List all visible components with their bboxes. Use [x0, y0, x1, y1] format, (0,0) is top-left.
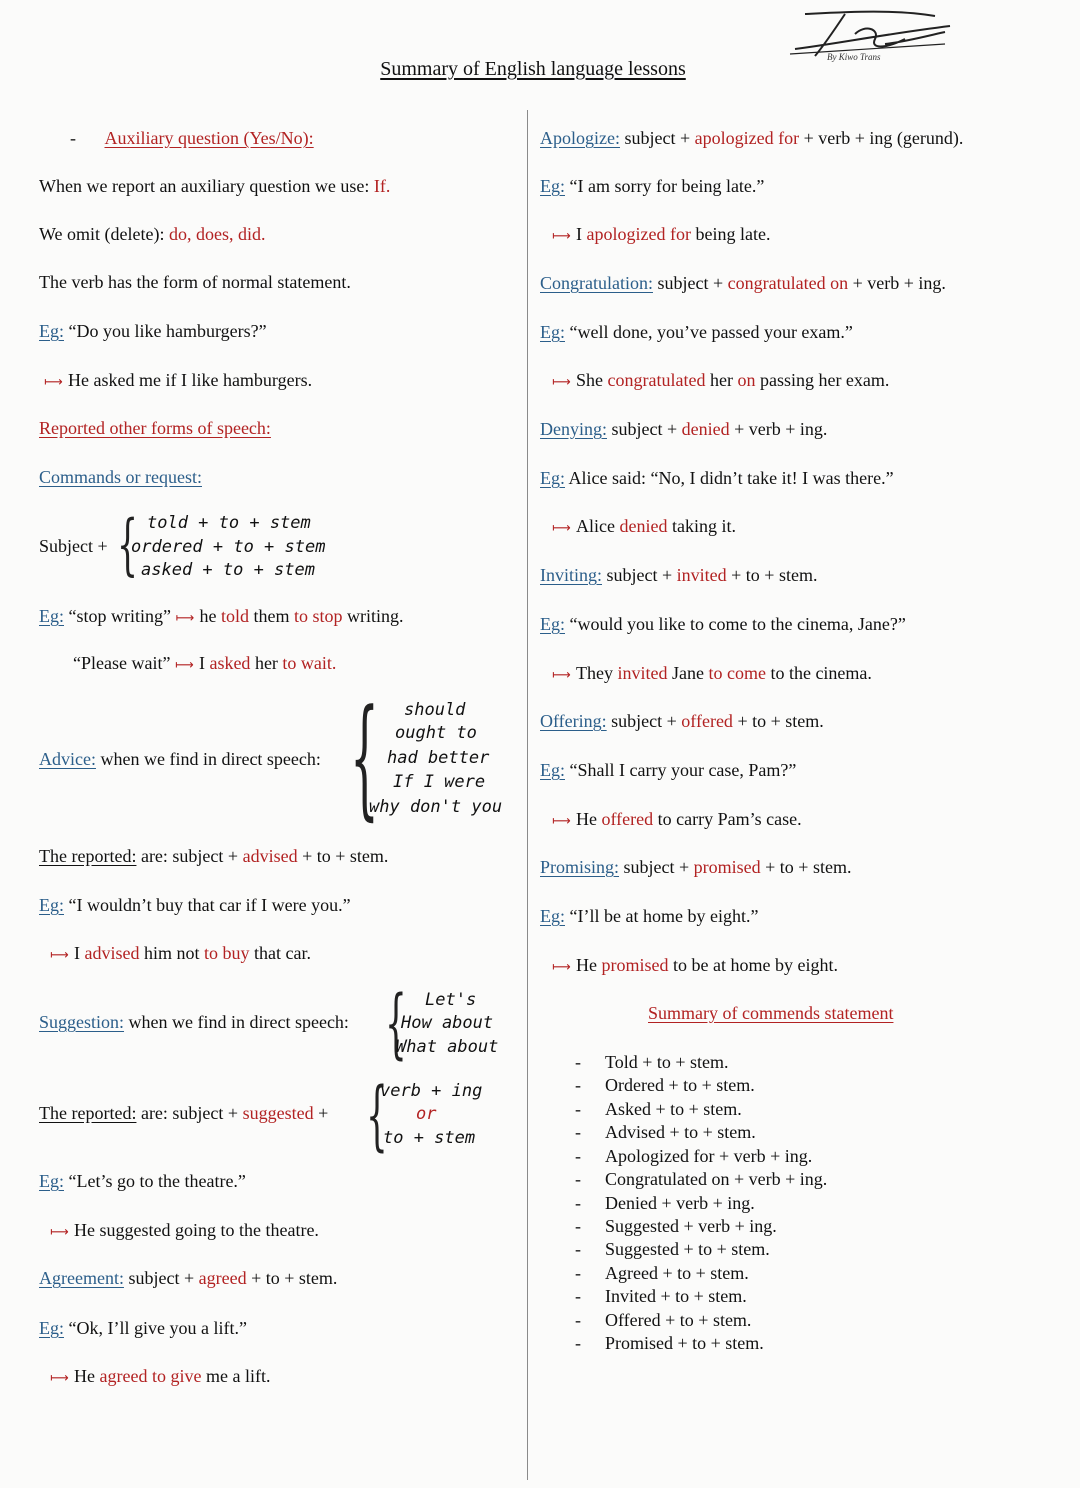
advice-option-5: why don't you	[369, 797, 503, 817]
arrow-icon: ⟼	[552, 668, 571, 683]
apologize-row: Apologize: subject + apologized for + verb + ing (gerund).	[540, 128, 964, 148]
offering-example: Eg: “Shall I carry your case, Pam?”	[540, 760, 797, 780]
list-item: - Congratulated on + verb + ing.	[575, 1169, 828, 1189]
aux-example: Eg: “Do you like hamburgers?”	[39, 321, 267, 341]
reported-other-heading: Reported other forms of speech:	[39, 418, 271, 438]
inviting-example: Eg: “would you like to come to the cinema, Jane?”	[540, 614, 906, 634]
aux-line-1: When we report an auxiliary question we use: If.	[39, 176, 391, 196]
list-item: - Promised + to + stem.	[575, 1333, 764, 1353]
promising-example: Eg: “I’ll be at home by eight.”	[540, 906, 759, 926]
list-item: - Offered + to + stem.	[575, 1310, 752, 1330]
suggestion-reported: The reported: are: subject + suggested +	[39, 1103, 329, 1123]
denying-result: ⟼ Alice denied taking it.	[552, 516, 736, 536]
cmd-option-told: told + to + stem	[147, 513, 311, 533]
list-item: - Denied + verb + ing.	[575, 1193, 755, 1213]
suggestion-option-2: How about	[401, 1013, 494, 1033]
arrow-icon: ⟼	[552, 814, 571, 829]
suggestion-reported-brace: {	[366, 1070, 388, 1159]
signature-initials: By Kiwo Trans	[827, 52, 881, 62]
advice-brace: {	[350, 681, 379, 833]
agreement-row: Agreement: subject + agreed + to + stem.	[39, 1268, 338, 1288]
list-item: - Ordered + to + stem.	[575, 1075, 755, 1095]
inviting-result: ⟼ They invited Jane to come to the cinema.	[552, 663, 872, 683]
promising-row: Promising: subject + promised + to + stem.	[540, 857, 852, 877]
arrow-icon: ⟼	[552, 229, 571, 244]
commands-heading: Commands or request:	[39, 467, 202, 487]
suggestion-brace: {	[385, 978, 407, 1067]
cmd-example-1: Eg: “stop writing” ⟼ he told them to stop writing.	[39, 606, 404, 626]
arrow-icon: ⟼	[50, 1225, 69, 1240]
advice-option-3: had better	[387, 748, 490, 768]
suggestion-option-1: Let's	[425, 990, 477, 1010]
denying-example: Eg: Alice said: “No, I didn’t take it! I was there.”	[540, 468, 894, 488]
congratulation-result: ⟼ She congratulated her on passing her exam.	[552, 370, 890, 390]
list-item: - Agreed + to + stem.	[575, 1263, 749, 1283]
cmd-example-2: “Please wait” ⟼ I asked her to wait.	[73, 653, 337, 673]
list-item: - Invited + to + stem.	[575, 1286, 747, 1306]
subject-plus: Subject +	[39, 536, 108, 556]
advice-option-4: If I were	[393, 772, 486, 792]
list-item: - Told + to + stem.	[575, 1052, 729, 1072]
arrow-icon: ⟼	[44, 375, 63, 390]
arrow-icon: ⟼	[175, 611, 195, 626]
promising-result: ⟼ He promised to be at home by eight.	[552, 955, 838, 975]
list-item: - Suggested + verb + ing.	[575, 1216, 777, 1236]
column-divider	[527, 110, 528, 1480]
advice-option-1: should	[404, 700, 466, 720]
page-title: Summary of English language lessons	[380, 58, 686, 80]
agreement-example: Eg: “Ok, I’ll give you a lift.”	[39, 1318, 247, 1338]
advice-row: Advice: when we find in direct speech:	[39, 749, 321, 769]
offering-row: Offering: subject + offered + to + stem.	[540, 711, 824, 731]
denying-row: Denying: subject + denied + verb + ing.	[540, 419, 828, 439]
suggestion-result: ⟼ He suggested going to the theatre.	[50, 1220, 319, 1240]
list-item: - Suggested + to + stem.	[575, 1239, 770, 1259]
summary-heading: Summary of commends statement	[648, 1003, 894, 1023]
sugg-reported-option-1: verb + ing	[380, 1081, 483, 1101]
aux-result: ⟼ He asked me if I like hamburgers.	[44, 370, 313, 390]
advice-option-2: ought to	[395, 723, 477, 743]
apologize-result: ⟼ I apologized for being late.	[552, 224, 771, 244]
suggestion-row: Suggestion: when we find in direct speech:	[39, 1012, 349, 1032]
arrow-icon: ⟼	[552, 521, 571, 536]
congratulation-row: Congratulation: subject + congratulated on + verb + ing.	[540, 273, 946, 293]
advice-example: Eg: “I wouldn’t buy that car if I were you.”	[39, 895, 351, 915]
list-item: - Apologized for + verb + ing.	[575, 1146, 813, 1166]
aux-heading-row	[70, 128, 314, 149]
suggestion-example: Eg: “Let’s go to the theatre.”	[39, 1171, 246, 1191]
bullet-dash: -	[70, 128, 76, 148]
advice-result: ⟼ I advised him not to buy that car.	[50, 943, 311, 963]
cmd-option-asked: asked + to + stem	[141, 560, 315, 580]
offering-result: ⟼ He offered to carry Pam’s case.	[552, 809, 802, 829]
apologize-example: Eg: “I am sorry for being late.”	[540, 176, 765, 196]
arrow-icon: ⟼	[50, 1371, 69, 1386]
list-item: - Advised + to + stem.	[575, 1122, 756, 1142]
inviting-row: Inviting: subject + invited + to + stem.	[540, 565, 818, 585]
agreement-result: ⟼ He agreed to give me a lift.	[50, 1366, 271, 1386]
aux-line-2: We omit (delete): do, does, did.	[39, 224, 266, 244]
arrow-icon: ⟼	[50, 948, 69, 963]
sugg-reported-option-3: to + stem	[383, 1128, 476, 1148]
arrow-icon: ⟼	[174, 658, 194, 673]
arrow-icon: ⟼	[552, 375, 571, 390]
list-item: - Asked + to + stem.	[575, 1099, 742, 1119]
suggestion-option-3: What about	[396, 1037, 499, 1057]
cmd-option-ordered: ordered + to + stem	[131, 537, 326, 557]
aux-line-3: The verb has the form of normal statement.	[39, 272, 351, 292]
arrow-icon: ⟼	[552, 960, 571, 975]
advice-reported: The reported: are: subject + advised + to + stem.	[39, 846, 389, 866]
congratulation-example: Eg: “well done, you’ve passed your exam.”	[540, 322, 853, 342]
sugg-reported-option-2: or	[416, 1104, 437, 1124]
left-brace: {	[117, 506, 138, 583]
aux-heading: Auxiliary question (Yes/No):	[104, 128, 314, 148]
